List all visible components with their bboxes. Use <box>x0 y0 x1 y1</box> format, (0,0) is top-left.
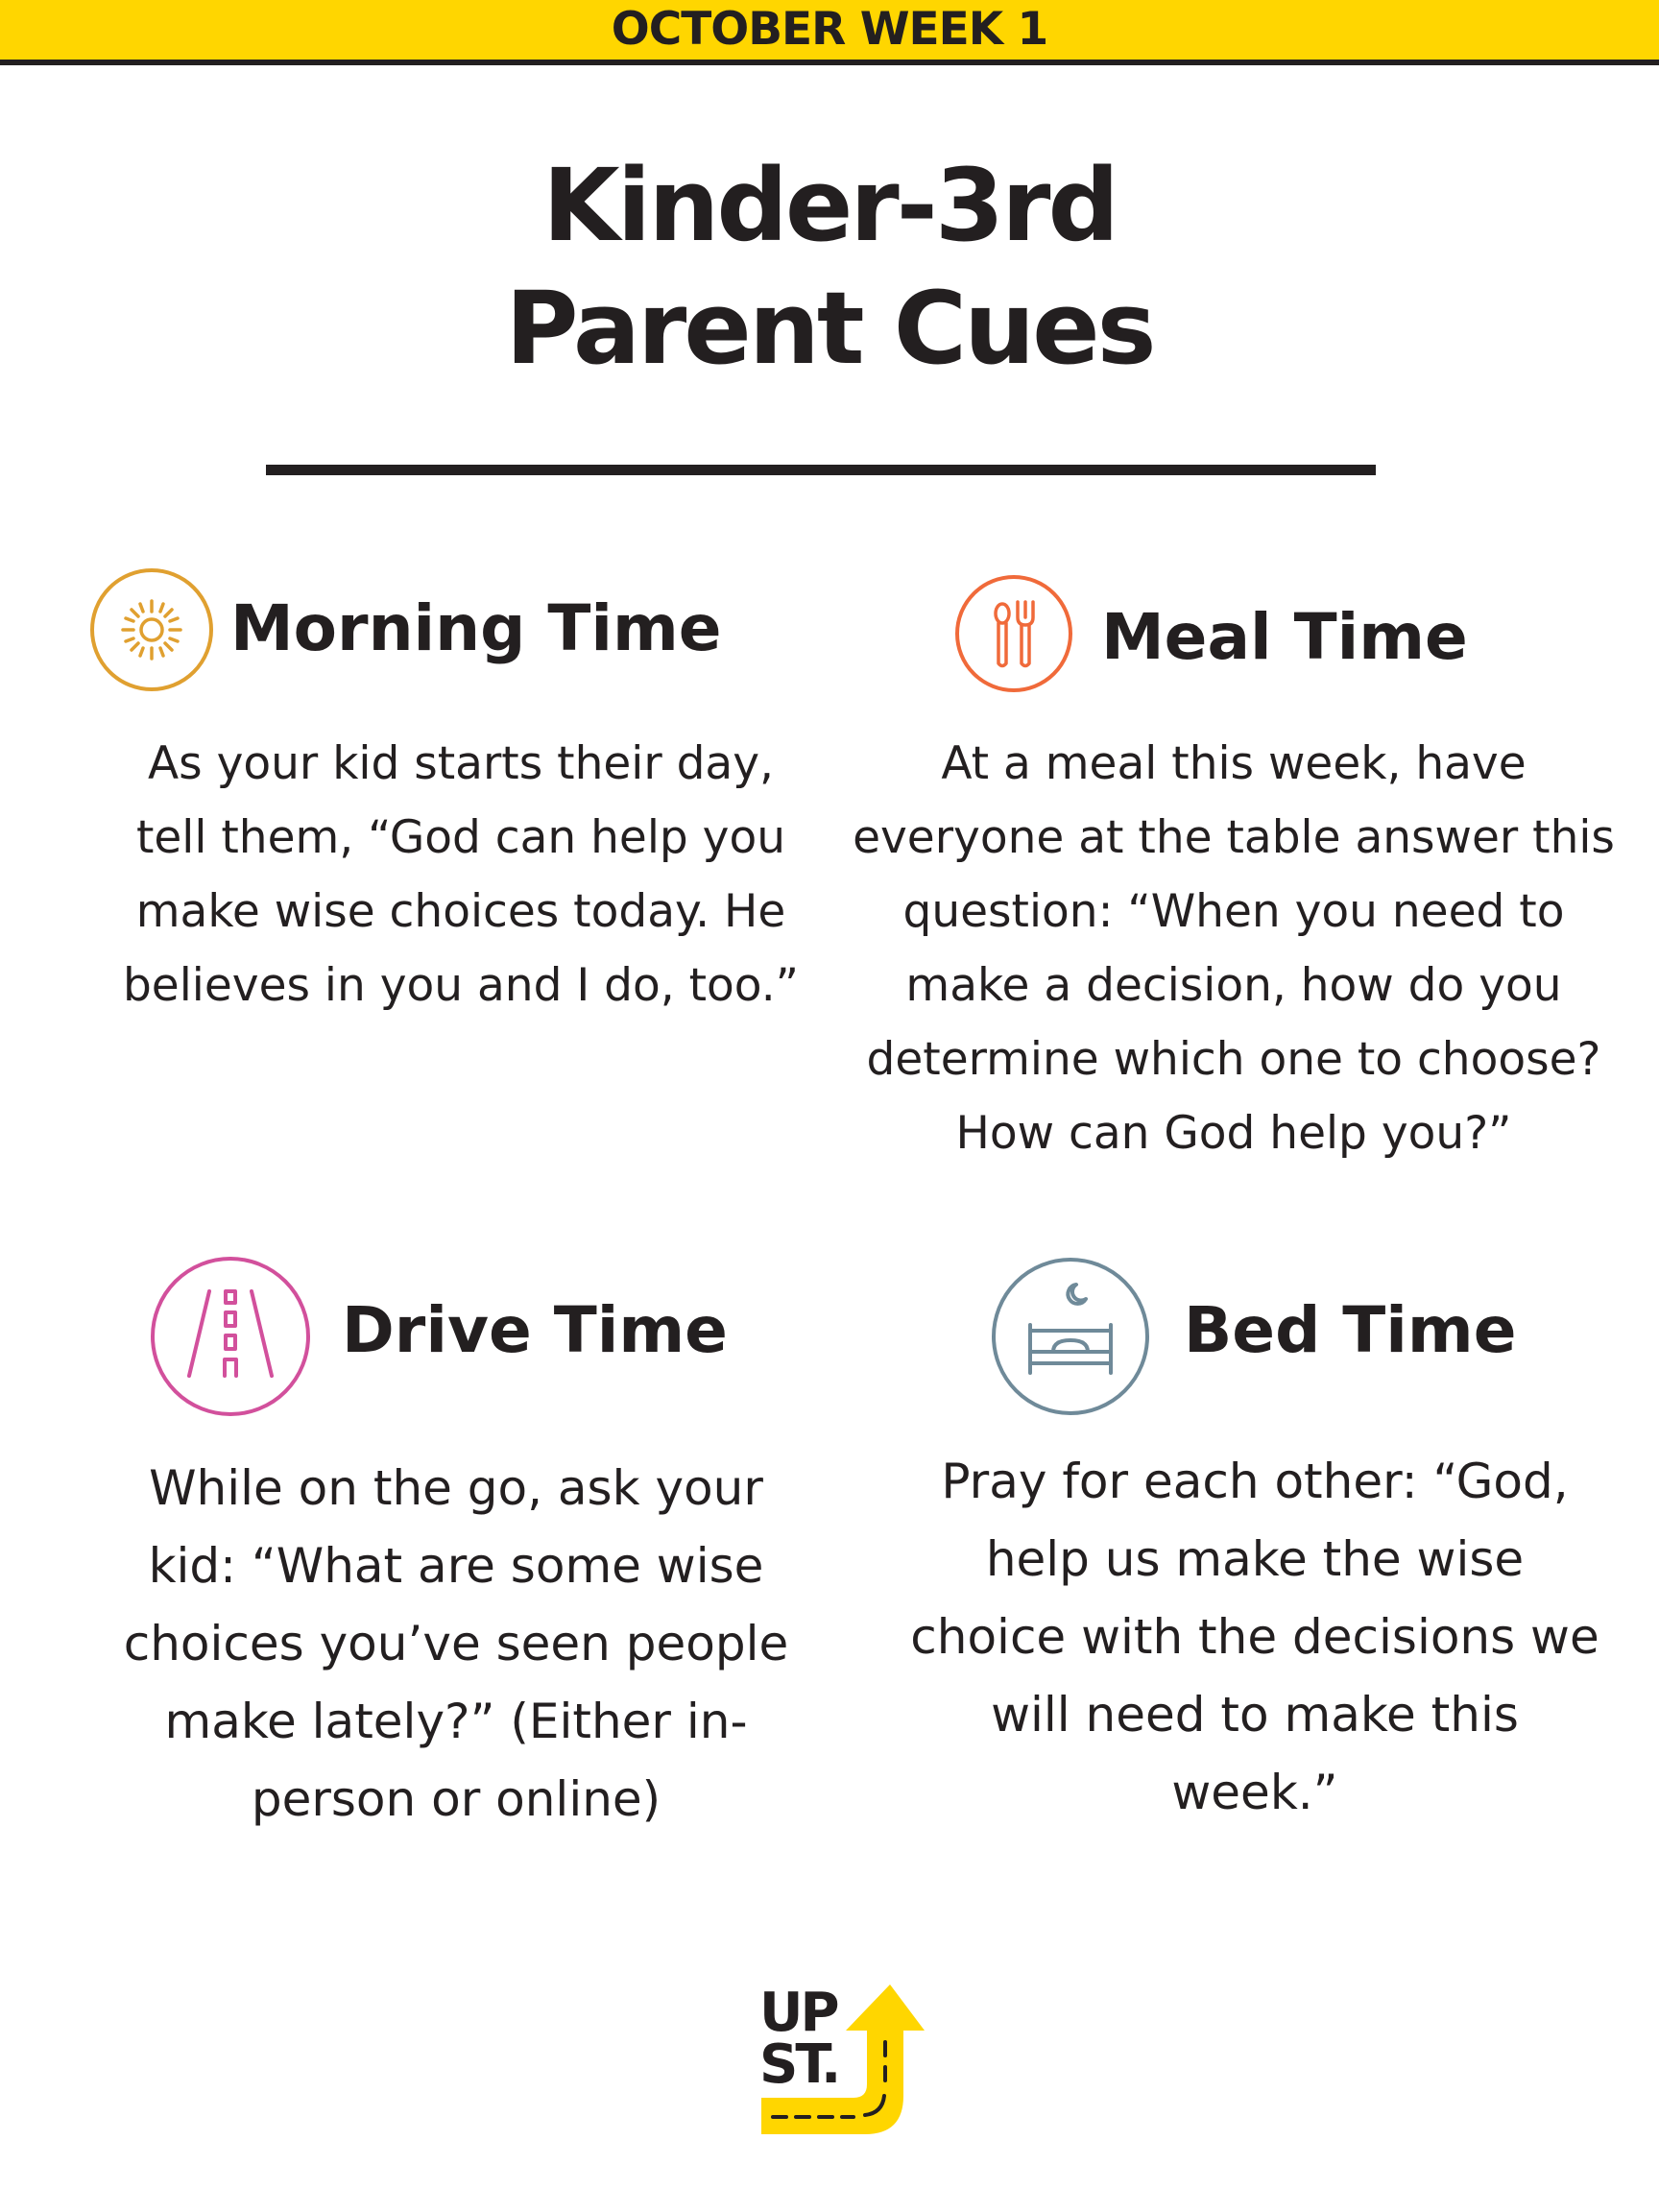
svg-text:ST.: ST. <box>759 2033 839 2096</box>
meal-time-heading: Meal Time <box>1101 600 1468 674</box>
title-line-2: Parent Cues <box>505 270 1154 387</box>
banner-underline <box>0 60 1659 65</box>
morning-time-heading: Morning Time <box>230 591 722 665</box>
page-title <box>0 144 1659 390</box>
week-label: OCTOBER WEEK 1 <box>611 3 1048 56</box>
drive-time-text: While on the go, ask your kid: “What are some wise choices you’ve seen people make lately?” (Either in- person or online) <box>123 1460 789 1827</box>
utensils-icon <box>953 573 1074 694</box>
road-icon <box>149 1255 312 1418</box>
sun-icon <box>88 566 215 693</box>
svg-text:UP: UP <box>759 1982 837 2044</box>
bed-moon-icon <box>990 1256 1151 1417</box>
title-divider <box>266 465 1376 475</box>
bed-time-text: Pray for each other: “God, help us make the wise choice with the decisions we will need to make this week.” <box>910 1454 1599 1820</box>
upstreet-logo <box>754 1973 926 2146</box>
title-line-1: Kinder-3rd <box>542 147 1117 264</box>
week-banner <box>0 0 1659 60</box>
bed-time-heading: Bed Time <box>1184 1293 1517 1367</box>
morning-time-text: As your kid starts their day, tell them, “God can help you make wise choices today. He believes in you and I do, too.” <box>122 737 800 1012</box>
meal-time-text: At a meal this week, have everyone at the table answer this question: “When you need to make a decision, how do you determine which one to choose? How can God help you?” <box>853 737 1615 1160</box>
drive-time-heading: Drive Time <box>342 1293 728 1367</box>
